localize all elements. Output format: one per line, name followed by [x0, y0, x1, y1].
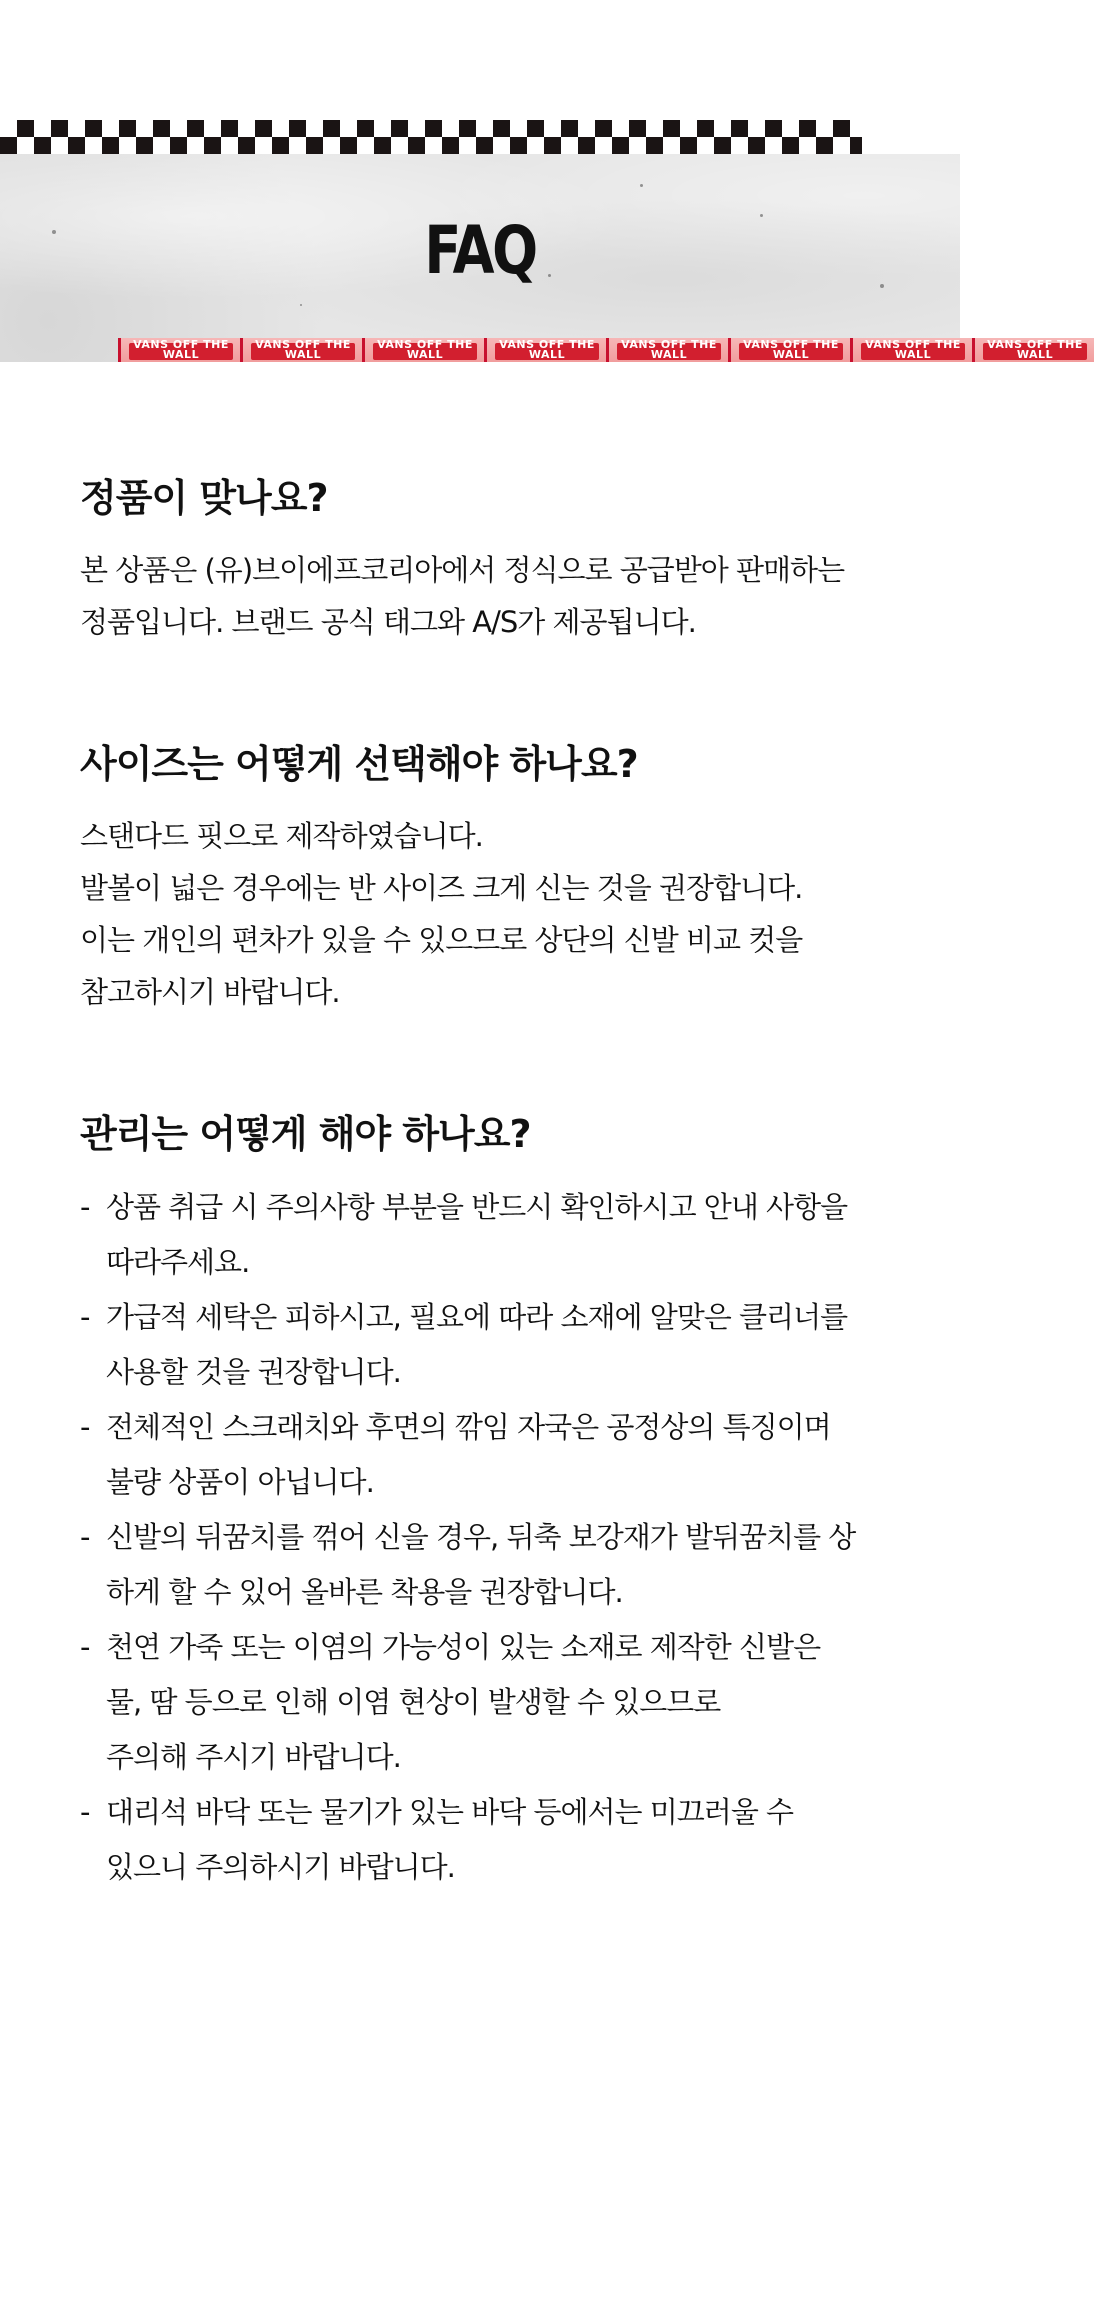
faq-question: 관리는 어떻게 해야 하나요?: [80, 1112, 531, 1156]
vans-logo-text: VANS OFF THE WALL: [865, 338, 961, 361]
bullet-line: 신발의 뒤꿈치를 꺾어 신을 경우, 뒤축 보강재가 발뒤꿈치를 상: [106, 1520, 856, 1554]
vans-logo-tile: [606, 338, 728, 362]
bullet-line: 하게 할 수 있어 올바른 착용을 권장합니다.: [106, 1575, 623, 1609]
answer-line: 스탠다드 핏으로 제작하였습니다.: [80, 819, 483, 853]
care-bullet: [80, 1290, 900, 1400]
answer-line: 본 상품은 (유)브이에프코리아에서 정식으로 공급받아 판매하는: [80, 553, 845, 587]
bullet-line: 상품 취급 시 주의사항 부분을 반드시 확인하시고 안내 사항을: [106, 1190, 848, 1224]
answer-line: 참고하시기 바랍니다.: [80, 975, 340, 1009]
vans-logo-tile: [484, 338, 606, 362]
bullet-line: 따라주세요.: [106, 1245, 250, 1279]
answer-line: 발볼이 넓은 경우에는 반 사이즈 크게 신는 것을 권장합니다.: [80, 871, 803, 905]
faq-banner: [0, 0, 1083, 362]
care-bullet-list: [80, 1180, 900, 1895]
vans-logo-text: VANS OFF THE WALL: [133, 338, 229, 361]
vans-logo-tile: [972, 338, 1094, 362]
faq-question: 정품이 맞나요?: [80, 476, 328, 520]
faq-list: [80, 470, 900, 1983]
checkerboard-stripe: [0, 120, 862, 154]
bullet-line: 물, 땀 등으로 인해 이염 현상이 발생할 수 있으므로: [106, 1685, 721, 1719]
bullet-line: 가급적 세탁은 피하시고, 필요에 따라 소재에 알맞은 클리너를: [106, 1300, 848, 1334]
care-bullet: [80, 1510, 900, 1620]
answer-line: 정품입니다. 브랜드 공식 태그와 A/S가 제공됩니다.: [80, 605, 696, 639]
faq-item-authenticity: [80, 470, 900, 648]
vans-logo-text: VANS OFF THE WALL: [743, 338, 839, 361]
care-bullet: [80, 1620, 900, 1785]
faq-question: 사이즈는 어떻게 선택해야 하나요?: [80, 742, 638, 786]
bullet-line: 있으니 주의하시기 바랍니다.: [106, 1850, 455, 1884]
bullet-line: 전체적인 스크래치와 후면의 깎임 자국은 공정상의 특징이며: [106, 1410, 831, 1444]
bullet-line: 사용할 것을 권장합니다.: [106, 1355, 401, 1389]
vans-logo-tile: [118, 338, 240, 362]
bullet-line: 주의해 주시기 바랍니다.: [106, 1740, 401, 1774]
answer-line: 이는 개인의 편차가 있을 수 있으므로 상단의 신발 비교 컷을: [80, 923, 803, 957]
vans-logo-text: VANS OFF THE WALL: [255, 338, 351, 361]
vans-logo-tape: [118, 338, 1083, 362]
vans-logo-tile: [728, 338, 850, 362]
vans-logo-text: VANS OFF THE WALL: [621, 338, 717, 361]
care-bullet: [80, 1180, 900, 1290]
bullet-line: 천연 가죽 또는 이염의 가능성이 있는 소재로 제작한 신발은: [106, 1630, 821, 1664]
faq-item-care: [80, 1106, 900, 1895]
vans-logo-text: VANS OFF THE WALL: [987, 338, 1083, 361]
bullet-line: 대리석 바닥 또는 물기가 있는 바닥 등에서는 미끄러울 수: [106, 1795, 794, 1829]
page-title: FAQ: [424, 212, 536, 289]
faq-answer: [80, 544, 900, 648]
vans-logo-tile: [240, 338, 362, 362]
vans-logo-text: VANS OFF THE WALL: [377, 338, 473, 361]
bullet-line: 불량 상품이 아닙니다.: [106, 1465, 374, 1499]
faq-item-size: [80, 736, 900, 1018]
vans-logo-tile: [850, 338, 972, 362]
vans-logo-tile: [362, 338, 484, 362]
care-bullet: [80, 1785, 900, 1895]
faq-answer: [80, 810, 900, 1018]
vans-logo-text: VANS OFF THE WALL: [499, 338, 595, 361]
care-bullet: [80, 1400, 900, 1510]
